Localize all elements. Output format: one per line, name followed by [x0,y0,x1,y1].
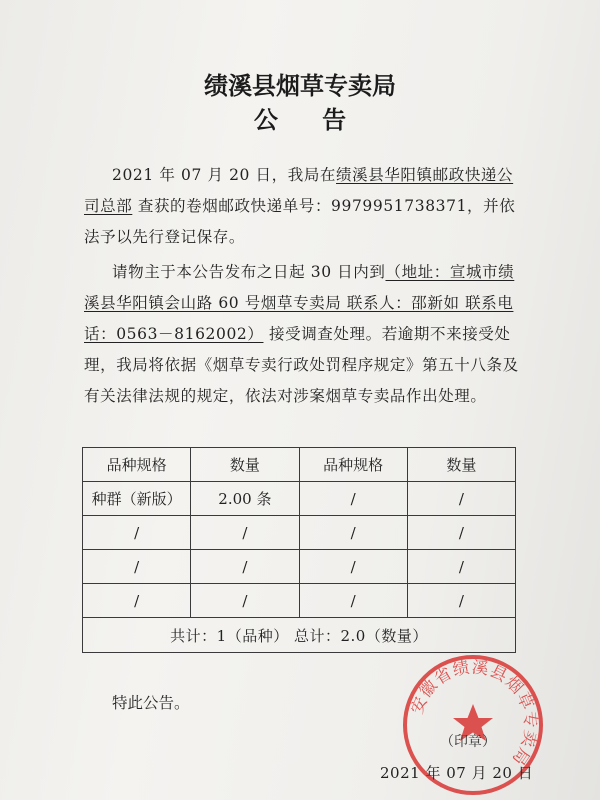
table-row [83,516,516,550]
table-row [83,584,516,618]
table-total-row [83,618,516,653]
table-cell: / [191,550,299,584]
seizure-location: 绩溪县华阳镇邮政快递公司总部 [84,166,514,215]
table-row [83,482,516,516]
table-cell: / [407,550,515,584]
issue-date: 2021 年 07 月 20 日 [380,764,534,782]
legal-basis-text: 接受调查处理。若逾期不来接受处理，我局将依据《烟草专卖行政处罚程序规定》第五十八条及有关法律法规的规定，依法对涉案烟草专卖品作出处理。 [84,325,519,405]
table-cell: / [299,482,407,516]
header-cell: 品种规格 [299,448,407,482]
header-cell: 数量 [407,448,515,482]
seal-text: 安徽省绩溪县烟草专卖局 [407,657,541,770]
closing-remark: 特此公告。 [112,694,190,712]
table-cell: / [407,516,515,550]
table-row [83,550,516,584]
table-cell: / [299,516,407,550]
issuer-title: 绩溪县烟草专卖局 [204,72,396,100]
table-total: 共计：1（品种） 总计：2.0（数量） [83,618,516,653]
header-cell: 数量 [191,448,299,482]
seal-note: （印章） [440,734,496,750]
table-cell: / [407,482,515,516]
table-cell: / [83,550,191,584]
table-cell: / [299,584,407,618]
table-cell: 种群（新版） [83,482,191,516]
table-cell: / [83,584,191,618]
header-cell: 品种规格 [83,448,191,482]
table-cell: / [191,516,299,550]
table-cell: / [83,516,191,550]
table-cell: / [407,584,515,618]
paragraph-seizure [84,160,524,253]
seized-items-table [82,447,516,653]
paragraph-instructions [84,257,524,412]
contact-info: （地址：宣城市绩溪县华阳镇会山路 60 号烟草专卖局 联系人：邵新如 联系电话：0563－8162002） [84,263,515,343]
table-cell: / [191,584,299,618]
table-cell: / [299,550,407,584]
deadline-text: 请物主于本公告发布之日起 30 日内到 [112,263,386,281]
notice-heading: 公 告 [253,106,365,134]
table-header-row [83,448,516,482]
seizure-date-text: 2021 年 07 月 20 日，我局在 [112,166,337,184]
table-cell: 2.00 条 [191,482,299,516]
tracking-number-text: 查获的卷烟邮政快递单号：9979951738371，并依法予以先行登记保存。 [84,197,516,246]
